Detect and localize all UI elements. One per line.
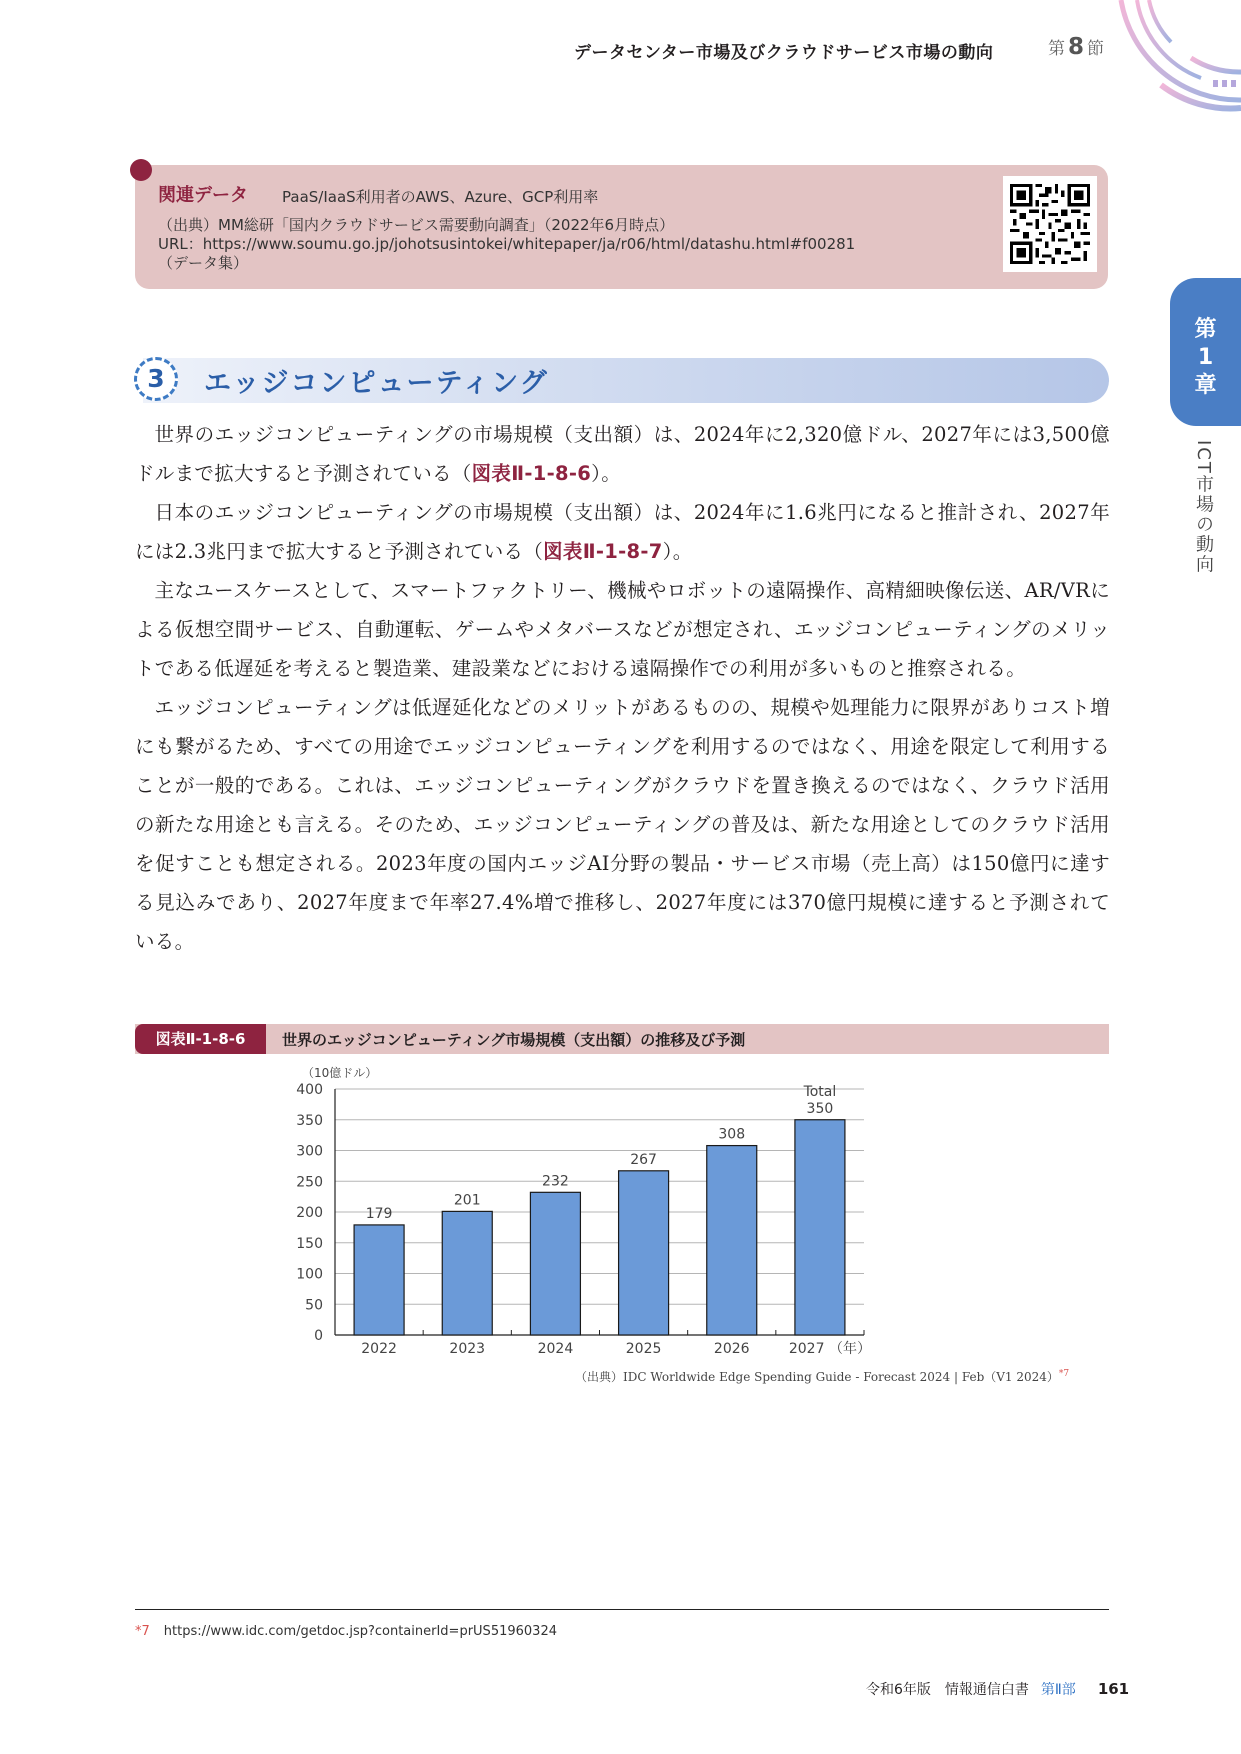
- bar: [354, 1225, 404, 1335]
- bullet-dot-icon: [130, 159, 152, 181]
- section-title: エッジコンピューティング: [204, 368, 549, 399]
- footnote-mark: *7: [135, 1624, 150, 1639]
- bar-value-label: 267: [630, 1151, 657, 1168]
- page-footer: [866, 1679, 1129, 1699]
- section-number: 8: [1068, 34, 1085, 60]
- y-axis-unit-label: （10億ドル）: [302, 1066, 378, 1080]
- related-data-topic: PaaS/IaaS利用者のAWS、Azure、GCP利用率: [282, 188, 599, 206]
- x-tick-label: 2023: [449, 1341, 486, 1355]
- x-tick-label: 2027 （年）: [788, 1341, 871, 1355]
- y-tick-label: 150: [296, 1235, 323, 1252]
- y-tick-label: 0: [314, 1328, 323, 1344]
- y-tick-label: 300: [296, 1143, 323, 1160]
- bar-value-label: 179: [365, 1205, 393, 1222]
- bar-value-label: 201: [453, 1192, 481, 1209]
- figure-reference-link[interactable]: 図表Ⅱ-1-8-7: [543, 540, 663, 563]
- footnote: [135, 1624, 557, 1639]
- paragraph: [135, 415, 1110, 493]
- x-tick-label: 2022: [361, 1341, 397, 1355]
- body-text: [135, 415, 1110, 961]
- x-tick-label: 2026: [713, 1341, 750, 1355]
- y-tick-label: 100: [296, 1266, 323, 1283]
- chart-source: [575, 1368, 1069, 1385]
- section-number-badge: 3: [134, 357, 178, 401]
- running-header-title: データセンター市場及びクラウドサービス市場の動向: [574, 43, 994, 63]
- footnote-divider: [135, 1609, 1109, 1610]
- chapter-tab-prefix: 第: [1194, 317, 1217, 342]
- paragraph-text: ）。: [591, 462, 621, 485]
- chapter-tab-number: 1: [1197, 345, 1214, 370]
- figure-title: 世界のエッジコンピューティング市場規模（支出額）の推移及び予測: [282, 1031, 746, 1049]
- figure-number: 図表Ⅱ-1-8-6: [135, 1024, 266, 1054]
- related-url-link[interactable]: URL：https://www.soumu.go.jp/johotsusintokei/whitepaper/ja/r06/html/datashu.html#f00281: [158, 235, 856, 253]
- y-tick-label: 200: [296, 1205, 323, 1221]
- footnote-ref-mark[interactable]: *7: [1058, 1369, 1070, 1379]
- paragraph: 主なユースケースとして、スマートファクトリー、機械やロボットの遠隔操作、高精細映像伝送、AR/VRによる仮想空間サービス、自動運転、ゲームやメタバースなどが想定され、エッジコンピューティングのメリットである低遅延を考えると製造業、建設業などにおける遠隔操作での利用が多いものと推察される。: [135, 579, 1110, 680]
- y-tick-label: 350: [296, 1112, 323, 1129]
- chapter-tab-suffix: 章: [1194, 373, 1217, 398]
- part-label: 第Ⅱ部: [1040, 1682, 1076, 1698]
- bar-annotation: Total: [803, 1083, 837, 1100]
- qr-code-icon[interactable]: [1003, 176, 1097, 272]
- y-tick-label: 250: [296, 1174, 323, 1191]
- related-data-source: [158, 216, 855, 273]
- bar: [619, 1171, 669, 1335]
- paragraph-text: 世界のエッジコンピューティングの市場規模（支出額）は、2024年に2,320億ドル、2027年には3,500億ドルまで拡大すると予測されている（: [135, 423, 1110, 485]
- bar-value-label: 350: [806, 1100, 834, 1117]
- bar: [707, 1146, 757, 1335]
- paragraph-text: ）。: [662, 540, 693, 563]
- bar-value-label: 232: [542, 1173, 569, 1190]
- section-prefix: 第: [1048, 39, 1065, 59]
- related-note: （データ集）: [158, 254, 249, 272]
- page-number: 161: [1097, 1680, 1130, 1698]
- bar: [530, 1192, 580, 1335]
- chapter-vertical-label: ICT市場の動向: [1193, 440, 1214, 575]
- y-tick-label: 50: [305, 1297, 323, 1314]
- x-tick-label: 2024: [537, 1341, 574, 1355]
- bar-value-label: 308: [718, 1126, 746, 1143]
- chapter-tab[interactable]: [1170, 278, 1241, 426]
- decorative-arc-icon: [1101, 0, 1241, 115]
- related-data-label: 関連データ: [158, 185, 248, 206]
- figure-reference-link[interactable]: 図表Ⅱ-1-8-6: [471, 462, 592, 485]
- paragraph-text: 日本のエッジコンピューティングの市場規模（支出額）は、2024年に1.6兆円になると推計され、2027年には2.3兆円まで拡大すると予測されている（: [135, 501, 1110, 563]
- footnote-url-link[interactable]: https://www.idc.com/getdoc.jsp?containerId=prUS51960324: [163, 1624, 557, 1639]
- bar: [442, 1211, 492, 1335]
- section-indicator: [1048, 34, 1104, 60]
- x-tick-label: 2025: [625, 1341, 662, 1355]
- bar-chart: [280, 1055, 960, 1355]
- chart-source-text: （出典）IDC Worldwide Edge Spending Guide - Forecast 2024 | Feb（V1 2024）: [575, 1370, 1059, 1384]
- bar: [795, 1120, 845, 1335]
- paragraph: エッジコンピューティングは低遅延化などのメリットがあるものの、規模や処理能力に限界がありコスト増にも繋がるため、すべての用途でエッジコンピューティングを利用するのではなく、用途を限定して利用することが一般的である。これは、エッジコンピューティングがクラウドを置き換えるのではなく、クラウド活用の新たな用途とも言える。そのため、エッジコンピューティングの普及は、新たな用途としてのクラウド活用を促すことも想定される。2023年度の国内エッジAI分野の製品・サービス市場（売上高）は150億円に達する見込みであり、2027年度まで年率27.4%増で推移し、2027年度には370億円規模に達すると予測されている。: [135, 696, 1110, 953]
- related-source-line: （出典）MM総研「国内クラウドサービス需要動向調査」（2022年6月時点）: [158, 216, 675, 234]
- y-tick-label: 400: [296, 1082, 323, 1098]
- publication-title: 令和6年版 情報通信白書: [866, 1682, 1029, 1698]
- paragraph: [135, 493, 1110, 571]
- section-suffix: 節: [1087, 39, 1105, 59]
